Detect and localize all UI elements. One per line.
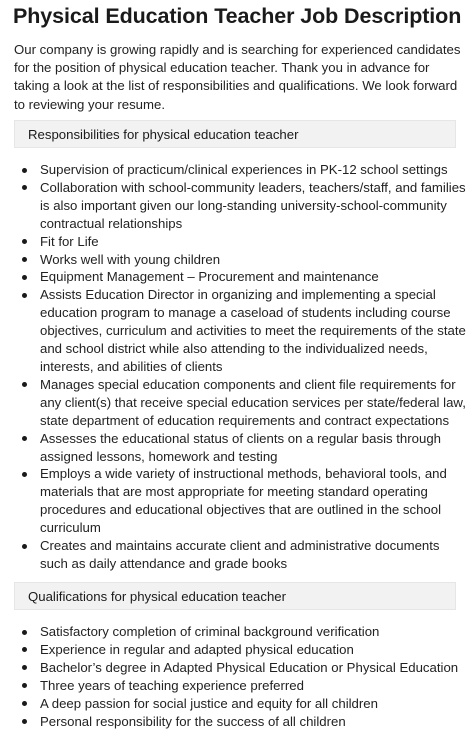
list-item: Manages special education components and client file requirements for any client(s) that receive special education services per state/federal law, state department of education requirements and contract expectations [0,376,474,430]
qualifications-list [0,623,474,730]
list-item: Creates and maintains accurate client and administrative documents such as daily attendance and grade books [0,537,474,573]
list-item: Experience in regular and adapted physical education [0,641,474,659]
list-item: Assists Education Director in organizing and implementing a special education program to manage a caseload of students including course objectives, curriculum and activities to meet the requirements of the state and school district while also attending to the individualized needs, interests, and abilities of clients [0,286,474,376]
intro-paragraph: Our company is growing rapidly and is searching for experienced candidates for the position of physical education teacher. Thank you in advance for taking a look at the list of responsibilities and qualifications. We look forward to reviewing your resume. [14,42,461,112]
list-item: Satisfactory completion of criminal background verification [0,623,474,641]
responsibilities-heading: Responsibilities for physical education teacher [28,127,299,142]
list-item: Personal responsibility for the success of all children [0,713,474,731]
qualifications-heading: Qualifications for physical education teacher [28,589,287,604]
list-item: Collaboration with school-community leaders, teachers/staff, and families is also important given our long-standing university-school-community contractual relationships [0,179,474,233]
responsibilities-section-header [14,120,456,148]
list-item: Supervision of practicum/clinical experiences in PK-12 school settings [0,161,474,179]
list-item: Works well with young children [0,251,474,269]
page-title: Physical Education Teacher Job Description [13,4,462,28]
list-item: Equipment Management – Procurement and maintenance [0,268,474,286]
list-item: A deep passion for social justice and equity for all children [0,695,474,713]
list-item: Fit for Life [0,233,474,251]
qualifications-section-header [14,582,456,610]
responsibilities-list [0,161,474,573]
list-item: Employs a wide variety of instructional methods, behavioral tools, and materials that are most appropriate for meeting standard operating procedures and educational objectives that are outlined in the school curriculum [0,465,474,537]
list-item: Assesses the educational status of clients on a regular basis through assigned lessons, homework and testing [0,430,474,466]
list-item: Three years of teaching experience preferred [0,677,474,695]
list-item: Bachelor’s degree in Adapted Physical Education or Physical Education [0,659,474,677]
